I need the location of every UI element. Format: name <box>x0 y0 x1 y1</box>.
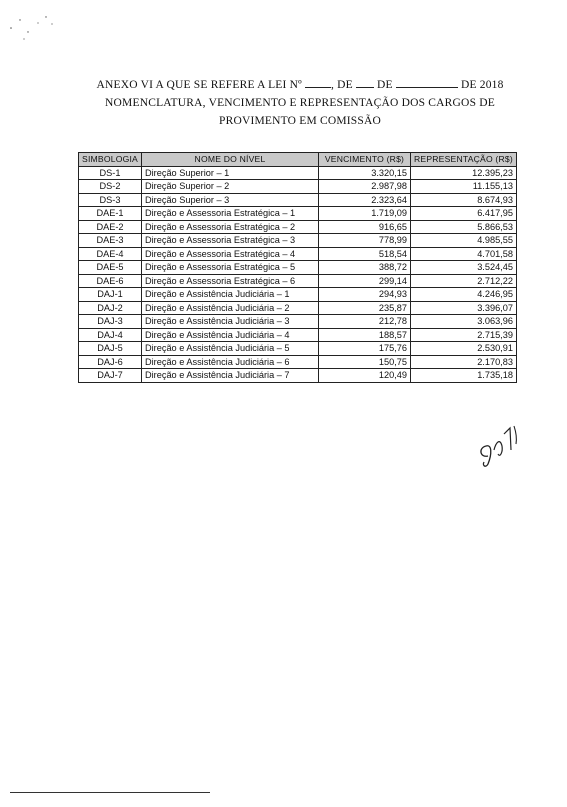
annex-title-part4: DE 2018 <box>460 79 504 91</box>
cell-representacao: 4.985,55 <box>411 234 517 248</box>
scan-speck-marks <box>8 14 56 44</box>
cell-simbologia: DAE-3 <box>79 234 142 248</box>
cell-simbologia: DAJ-2 <box>79 301 142 315</box>
table-row <box>79 166 517 180</box>
cell-simbologia: DS-3 <box>79 193 142 207</box>
cell-vencimento: 518,54 <box>319 247 411 261</box>
cell-representacao: 2.530,91 <box>411 342 517 356</box>
cell-simbologia: DAJ-4 <box>79 328 142 342</box>
cell-simbologia: DAJ-6 <box>79 355 142 369</box>
table-header-row <box>79 153 517 167</box>
cell-representacao: 4.701,58 <box>411 247 517 261</box>
law-number-blank <box>305 77 331 88</box>
cell-representacao: 8.674,93 <box>411 193 517 207</box>
cell-vencimento: 2.323,64 <box>319 193 411 207</box>
annex-title-part2: , DE <box>331 79 353 91</box>
table-row <box>79 247 517 261</box>
cell-nome: Direção e Assistência Judiciária – 3 <box>142 315 319 329</box>
cell-simbologia: DAJ-1 <box>79 288 142 302</box>
cell-nome: Direção e Assistência Judiciária – 4 <box>142 328 319 342</box>
cell-nome: Direção e Assistência Judiciária – 1 <box>142 288 319 302</box>
cell-representacao: 5.866,53 <box>411 220 517 234</box>
cell-representacao: 2.712,22 <box>411 274 517 288</box>
column-header-representacao: REPRESENTAÇÃO (R$) <box>411 153 517 167</box>
cell-vencimento: 778,99 <box>319 234 411 248</box>
table-row <box>79 180 517 194</box>
cell-vencimento: 235,87 <box>319 301 411 315</box>
table-row <box>79 193 517 207</box>
cell-vencimento: 2.987,98 <box>319 180 411 194</box>
cell-simbologia: DAE-4 <box>79 247 142 261</box>
cell-representacao: 2.715,39 <box>411 328 517 342</box>
cell-vencimento: 150,75 <box>319 355 411 369</box>
cell-nome: Direção Superior – 1 <box>142 166 319 180</box>
cell-representacao: 3.063,96 <box>411 315 517 329</box>
table-row <box>79 261 517 275</box>
cell-simbologia: DAE-6 <box>79 274 142 288</box>
month-blank <box>396 77 458 88</box>
subtitle-line-2: PROVIMENTO EM COMISSÃO <box>218 115 381 127</box>
subtitle-line-1: NOMENCLATURA, VENCIMENTO E REPRESENTAÇÃO DOS CARGOS DE <box>105 97 495 109</box>
table-row <box>79 207 517 221</box>
cell-simbologia: DAE-1 <box>79 207 142 221</box>
cell-vencimento: 388,72 <box>319 261 411 275</box>
cell-vencimento: 3.320,15 <box>319 166 411 180</box>
cell-representacao: 2.170,83 <box>411 355 517 369</box>
cell-nome: Direção Superior – 3 <box>142 193 319 207</box>
cell-representacao: 11.155,13 <box>411 180 517 194</box>
table-row <box>79 369 517 383</box>
cell-nome: Direção e Assessoria Estratégica – 6 <box>142 274 319 288</box>
cell-nome: Direção e Assistência Judiciária – 6 <box>142 355 319 369</box>
cell-simbologia: DS-1 <box>79 166 142 180</box>
cell-simbologia: DAJ-7 <box>79 369 142 383</box>
table-row <box>79 288 517 302</box>
footer-rule <box>10 792 210 793</box>
annex-title-part1: ANEXO VI A QUE SE REFERE A LEI Nº <box>96 79 302 91</box>
table-body <box>79 166 517 382</box>
column-header-simbologia: SIMBOLOGIA <box>79 153 142 167</box>
cell-nome: Direção e Assistência Judiciária – 7 <box>142 369 319 383</box>
cell-nome: Direção e Assistência Judiciária – 2 <box>142 301 319 315</box>
cell-representacao: 12.395,23 <box>411 166 517 180</box>
handwritten-initials <box>470 420 530 470</box>
cell-vencimento: 120,49 <box>319 369 411 383</box>
annex-title <box>70 77 530 91</box>
table-row <box>79 315 517 329</box>
cell-simbologia: DAJ-3 <box>79 315 142 329</box>
annex-title-part3: DE <box>377 79 393 91</box>
cell-simbologia: DAJ-5 <box>79 342 142 356</box>
column-header-vencimento: VENCIMENTO (R$) <box>319 153 411 167</box>
cell-vencimento: 916,65 <box>319 220 411 234</box>
cell-nome: Direção e Assessoria Estratégica – 4 <box>142 247 319 261</box>
cell-representacao: 1.735,18 <box>411 369 517 383</box>
cell-nome: Direção e Assessoria Estratégica – 5 <box>142 261 319 275</box>
cell-nome: Direção e Assistência Judiciária – 5 <box>142 342 319 356</box>
cell-nome: Direção e Assessoria Estratégica – 3 <box>142 234 319 248</box>
table-row <box>79 234 517 248</box>
cell-vencimento: 212,78 <box>319 315 411 329</box>
table-row <box>79 274 517 288</box>
cell-simbologia: DAE-2 <box>79 220 142 234</box>
cell-vencimento: 299,14 <box>319 274 411 288</box>
day-blank <box>356 77 374 88</box>
cell-representacao: 6.417,95 <box>411 207 517 221</box>
table-row <box>79 355 517 369</box>
cell-nome: Direção Superior – 2 <box>142 180 319 194</box>
cell-nome: Direção e Assessoria Estratégica – 1 <box>142 207 319 221</box>
column-header-nome: NOME DO NÍVEL <box>142 153 319 167</box>
table-row <box>79 220 517 234</box>
cell-vencimento: 294,93 <box>319 288 411 302</box>
cell-simbologia: DAE-5 <box>79 261 142 275</box>
cell-vencimento: 175,76 <box>319 342 411 356</box>
cell-representacao: 4.246,95 <box>411 288 517 302</box>
cell-nome: Direção e Assessoria Estratégica – 2 <box>142 220 319 234</box>
cell-vencimento: 188,57 <box>319 328 411 342</box>
table-row <box>79 342 517 356</box>
cell-representacao: 3.524,45 <box>411 261 517 275</box>
positions-table <box>78 152 517 383</box>
table-row <box>79 301 517 315</box>
cell-vencimento: 1.719,09 <box>319 207 411 221</box>
cell-simbologia: DS-2 <box>79 180 142 194</box>
table-row <box>79 328 517 342</box>
cell-representacao: 3.396,07 <box>411 301 517 315</box>
